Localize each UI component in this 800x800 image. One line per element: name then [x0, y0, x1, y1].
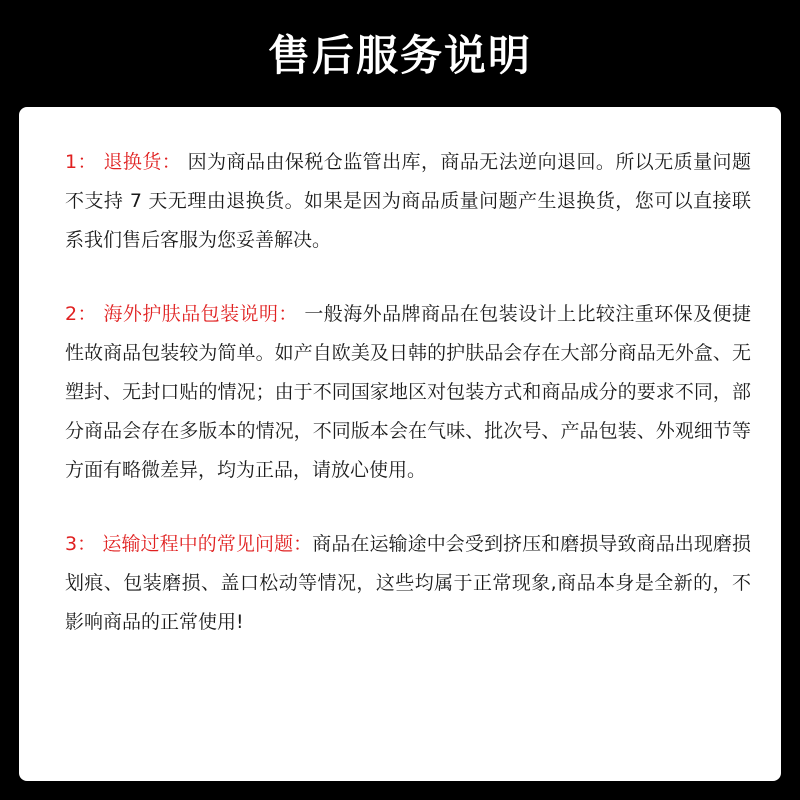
page-title: 售后服务说明 — [267, 31, 532, 80]
section-heading: 2： 海外护肤品包装说明： — [65, 303, 298, 325]
section-body: 因为商品由保税仓监管出库，商品无法逆向退回。所以无质量问题不支持 7 天无理由退换货。如果是因为商品质量问题产生退换货，您可以直接联系我们售后客服为您妥善解决。 — [65, 151, 751, 251]
section-heading: 3： 运输过程中的常见问题： — [65, 533, 313, 555]
section-returns — [65, 143, 751, 260]
section-heading: 1： 退换货： — [65, 151, 182, 173]
section-packaging — [65, 295, 751, 490]
section-shipping — [65, 525, 751, 642]
section-body: 一般海外品牌商品在包装设计上比较注重环保及便捷性故商品包装较为简单。如产自欧美及日韩的护肤品会存在大部分商品无外盒、无塑封、无封口贴的情况；由于不同国家地区对包装方式和商品成分的要求不同，部分商品会存在多版本的情况，不同版本会在气味、批次号、产品包装、外观细节等方面有略微差异，均为正品，请放心使用。 — [65, 303, 751, 481]
content-card — [19, 107, 781, 781]
section-body: 商品在运输途中会受到挤压和磨损导致商品出现磨损划痕、包装磨损、盖口松动等情况，这些均属于正常现象,商品本身是全新的，不影响商品的正常使用! — [65, 533, 751, 633]
